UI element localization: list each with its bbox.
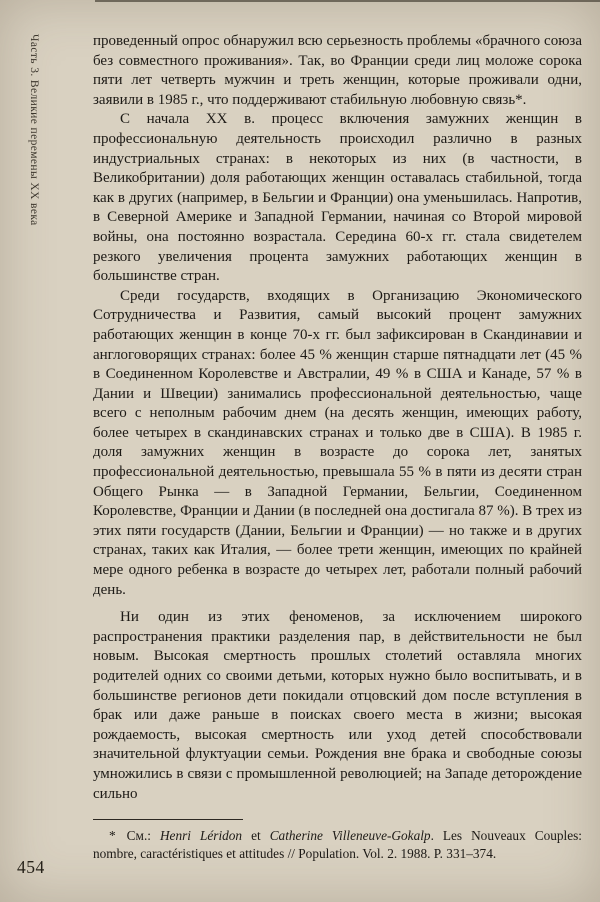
body-text [93, 32, 582, 863]
scan-edge-artifact [95, 0, 600, 2]
footnote-marker: * [109, 828, 116, 844]
footnote-citation: . Les Nouveaux Couples: nombre, caractéristiques et attitudes // Population. Vol. 2. 1988. P. 331–374. [93, 828, 582, 861]
paragraph-3: Среди государств, входящих в Организацию Экономического Сотрудничества и Развития, самый высокий процент замужних работающих женщин в конце 70-х гг. был зафиксирован в Скандинавии и англоговорящих странах: более 45 % женщин старше пятнадцати лет (45 % в Соединенном Королевстве и Австралии, 49 % в США и Канаде, 57 % в Дании и Швеции) занимались профессиональной деятельностью, чаще всего с неполным рабочим днем (на десять женщин, имеющих работу, более четырех в скандинавских странах и только две в США). В 1985 г. доля замужних женщин в возрасте до сорока лет, занятых профессиональной деятельностью, превышала 55 % в пяти из десяти стран Общего Рынка — в Западной Германии, Бельгии, Соединенном Королевстве, Франции и Дании (в последней она достигала 87 %). В трех из этих пяти государств (Дании, Бельгии и Франции) — но также и в других странах, таких как Италия, — более трети женщин, имеющих по крайней мере одного ребенка в возрасте до четырех лет, работали полный рабочий день. [93, 287, 582, 598]
footnote-text [93, 827, 582, 863]
page-number: 454 [17, 857, 45, 877]
footnote-author-1: Henri Léridon [159, 828, 243, 844]
footnote-divider [93, 819, 243, 820]
footnote-see-label: См.: [126, 828, 160, 844]
paragraph-1: проведенный опрос обнаружил всю серьезность проблемы «брачного союза без совместного проживания». Так, во Франции среди лиц моложе сорока пяти лет четверть мужчин и треть женщин, которые проживали одни, заявили в 1985 г., что поддерживают стабильную любовную связь*. [93, 33, 582, 108]
paragraph-2: С начала XX в. процесс включения замужних женщин в профессиональную деятельность происходил различно в разных индустриальных странах: в некоторых из них (в частности, в Великобритании) доля работающих женщин оставалась стабильной, тогда как в других (например, в Бельгии и Франции) она уменьшилась. Напротив, в Северной Америке и Западной Германии, начиная со Второй мировой войны, она постоянно возрастала. Середина 60-х гг. стала свидетелем резкого увеличения процента замужних работающих женщин в большинстве стран. [93, 111, 582, 285]
paragraph-4: Ни один из этих феноменов, за исключением широкого распространения практики разделения пар, в действительности не был новым. Высокая смертность прошлых столетий оставляла многих родителей одних со своими детьми, которых нужно было воспитывать, и в большинстве регионов дети покидали отцовский дом после вступления в брак или даже раньше в поисках своего места в жизни; высокая рождаемость, высокая смертность или уход детей способствовали значительной флуктуации семьи. Рождения вне брака и свободные союзы умножились в связи с промышленной революцией; на Западе деторождение сильно [93, 609, 582, 802]
part-title-vertical: Часть 3. Великие перемены XX века [28, 34, 40, 226]
footnote [93, 827, 582, 863]
footnote-et: et [242, 828, 270, 844]
footnote-author-2: Catherine Villeneuve-Gokalp [269, 828, 431, 844]
